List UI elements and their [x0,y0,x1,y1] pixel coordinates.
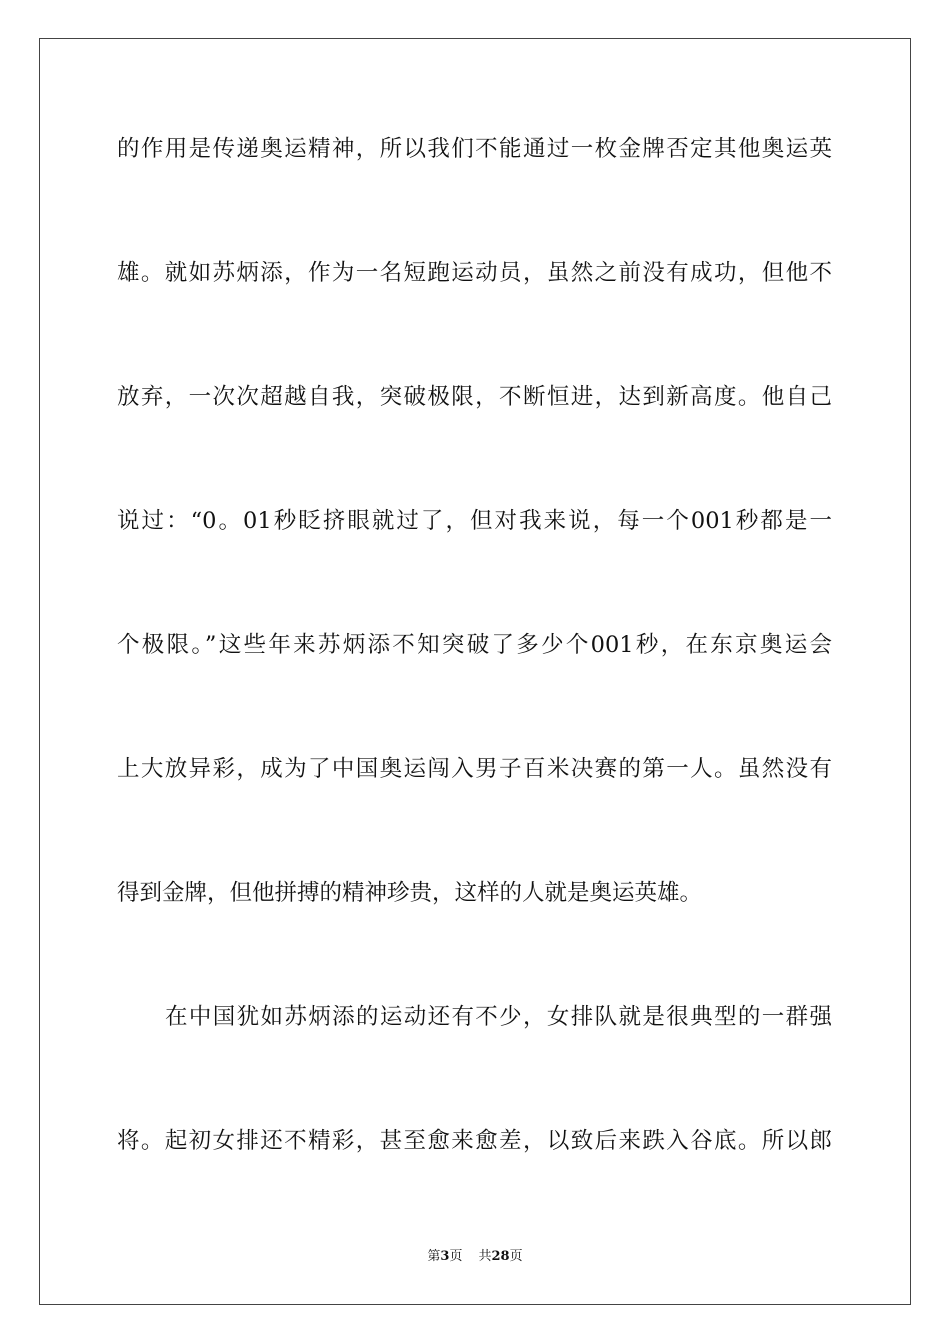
text-line-8-paragraph-start: 在中国犹如苏炳添的运动还有不少，女排队就是很典型的一群强 [165,1004,832,1030]
total-pages: 28 [491,1249,510,1264]
text-line-1: 的作用是传递奥运精神，所以我们不能通过一枚金牌否定其他奥运英 [117,136,832,162]
text-line-3: 放弃，一次次超越自我，突破极限，不断恒进，达到新高度。他自己 [117,384,832,410]
page-suffix: 页 [449,1249,463,1264]
text-line-9: 将。起初女排还不精彩，甚至愈来愈差，以致后来跌入谷底。所以郎 [117,1128,832,1154]
text-line-2: 雄。就如苏炳添，作为一名短跑运动员，虽然之前没有成功，但他不 [117,260,832,286]
text-line-5: 个极限。”这些年来苏炳添不知突破了多少个001秒，在东京奥运会 [117,632,832,658]
page-prefix: 第 [427,1249,441,1264]
text-line-7: 得到金牌，但他拼搏的精神珍贵，这样的人就是奥运英雄。 [117,880,703,906]
text-line-4: 说过：“0。01秒眨挤眼就过了，但对我来说，每一个001秒都是一 [117,508,832,534]
page-border [39,38,911,1305]
total-prefix: 共 [478,1249,492,1264]
total-suffix: 页 [509,1249,523,1264]
page-number: 3 [440,1249,450,1264]
text-line-6: 上大放异彩，成为了中国奥运闯入男子百米决赛的第一人。虽然没有 [117,756,832,782]
page-footer [0,1248,950,1266]
